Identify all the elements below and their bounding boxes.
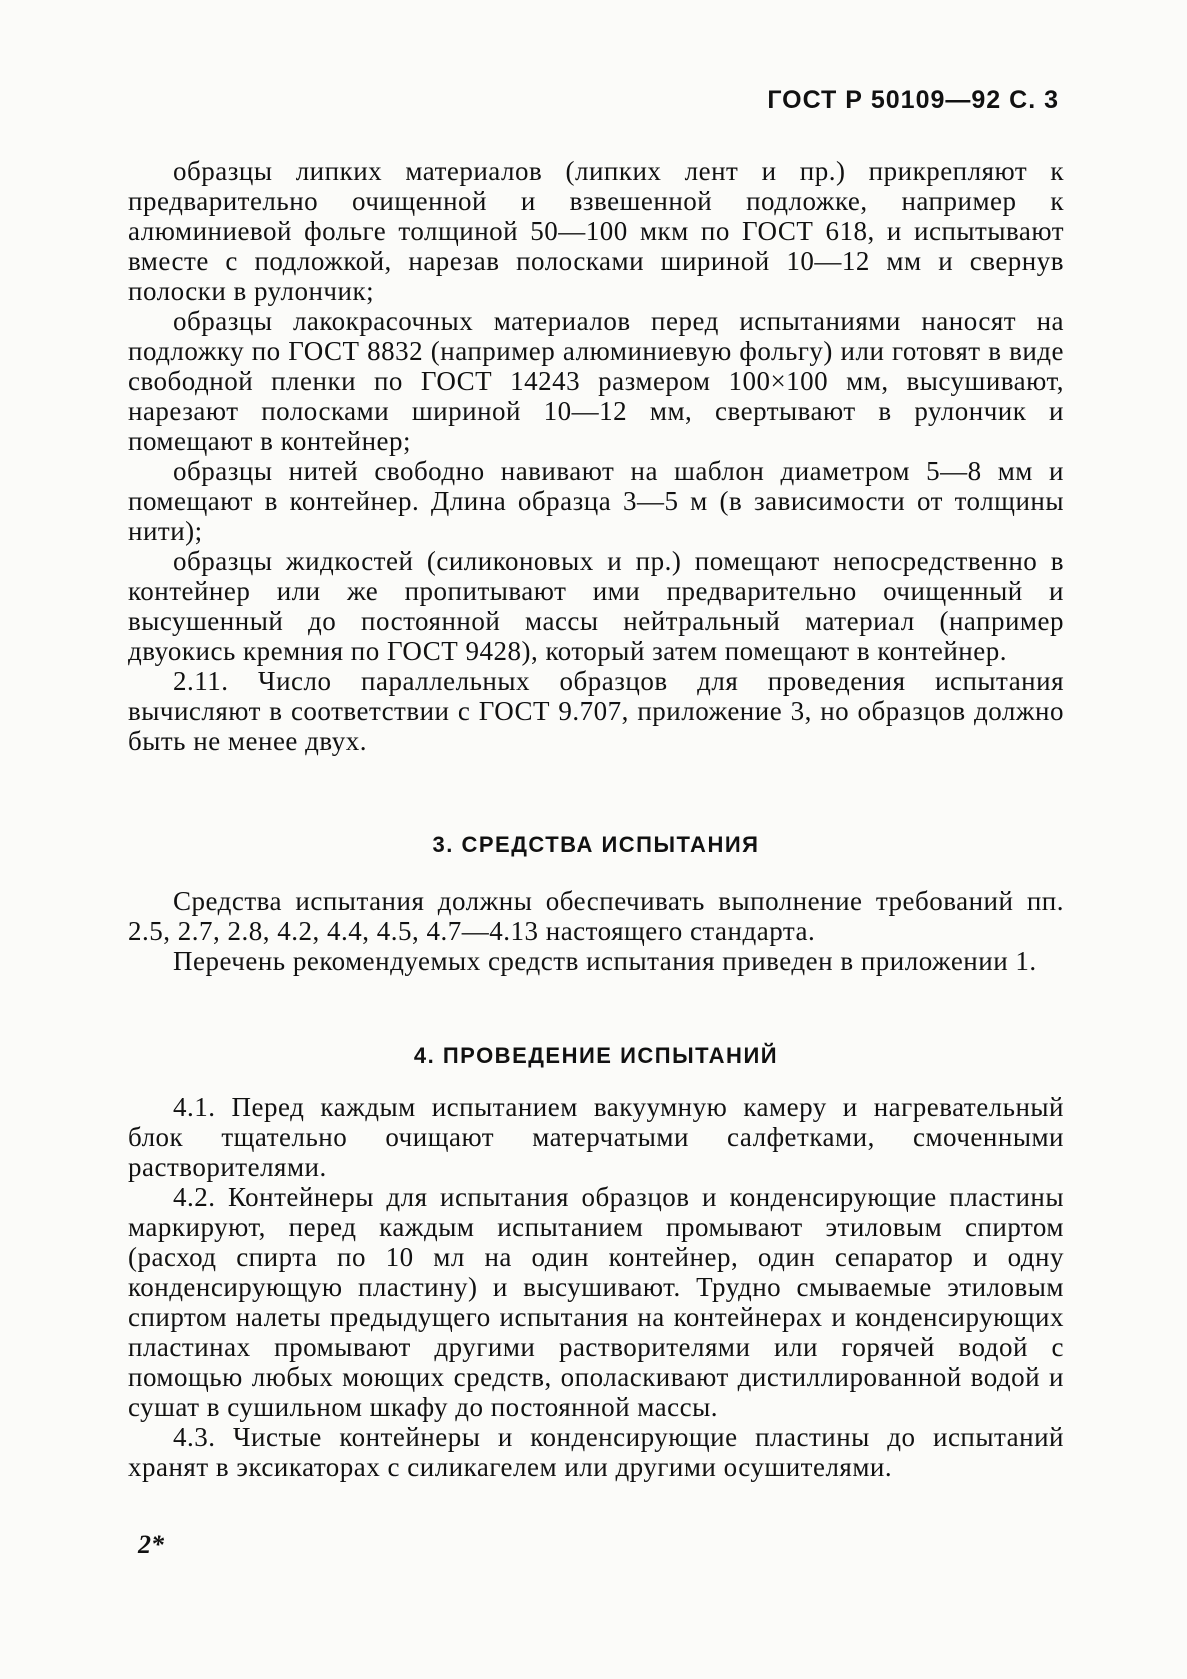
section-3-body: [128, 886, 1064, 976]
section-4-heading: 4. ПРОВЕДЕНИЕ ИСПЫТАНИЙ: [413, 1043, 779, 1068]
section-3-heading: 3. СРЕДСТВА ИСПЫТАНИЯ: [432, 832, 760, 857]
paragraph-test-means-list: Перечень рекомендуемых средств испытания приведен в приложении 1.: [173, 946, 1037, 976]
section-2-continuation: [128, 156, 1064, 756]
paragraph-4-1: 4.1. Перед каждым испытанием вакуумную камеру и нагревательный блок тщательно очищают матерчатыми салфетками, смоченными растворителями.: [128, 1092, 1064, 1182]
paragraph-thread-samples: образцы нитей свободно навивают на шаблон диаметром 5—8 мм и помещают в контейнер. Длина образца 3—5 м (в зависимости от толщины нити);: [128, 456, 1064, 546]
paragraph-adhesive-samples: образцы липких материалов (липких лент и пр.) прикрепляют к предварительно очищенной и взвешенной подложке, например к алюминиевой фольге толщиной 50—100 мкм по ГОСТ 618, и испытывают вместе с подложкой, нарезав полосками шириной 10—12 мм и свернув полоски в рулончик;: [128, 156, 1064, 306]
paragraph-test-means: Средства испытания должны обеспечивать выполнение требований пп. 2.5, 2.7, 2.8, 4.2, 4.4, 4.5, 4.7—4.13 настоящего стандарта.: [128, 886, 1064, 946]
paragraph-2-11: 2.11. Число параллельных образцов для проведения испытания вычисляют в соответствии с ГОСТ 9.707, приложение 3, но образцов должно быть не менее двух.: [128, 666, 1064, 756]
paragraph-liquid-samples: образцы жидкостей (силиконовых и пр.) помещают непосредственно в контейнер или же пропитывают ими предварительно очищенный и высушенный до постоянной массы нейтральный материал (например двуокись кремния по ГОСТ 9428), который затем помещают в контейнер.: [128, 546, 1064, 666]
running-header: ГОСТ Р 50109—92 С. 3: [767, 86, 1059, 114]
paragraph-4-2: 4.2. Контейнеры для испытания образцов и конденсирующие пластины маркируют, перед каждым испытанием промывают этиловым спиртом (расход спирта по 10 мл на один контейнер, один сепаратор и одну конденсирующую пластину) и высушивают. Трудно смываемые этиловым спиртом налеты предыдущего испытания на контейнерах и конденсирующих пластинах промывают другими растворителями или горячей водой с помощью любых моющих средств, ополаскивают дистиллированной водой и сушат в сушильном шкафу до постоянной массы.: [128, 1182, 1064, 1422]
paragraph-paint-samples: образцы лакокрасочных материалов перед испытаниями наносят на подложку по ГОСТ 8832 (например алюминиевую фольгу) или готовят в виде свободной пленки по ГОСТ 14243 размером 100×100 мм, высушивают, нарезают полосками шириной 10—12 мм, свертывают в рулончик и помещают в контейнер;: [128, 306, 1064, 456]
printer-signature-mark: 2*: [138, 1530, 164, 1559]
paragraph-4-3: 4.3. Чистые контейнеры и конденсирующие пластины до испытаний хранят в эксикаторах с силикагелем или другими осушителями.: [128, 1422, 1064, 1482]
section-4-body: [128, 1092, 1064, 1482]
